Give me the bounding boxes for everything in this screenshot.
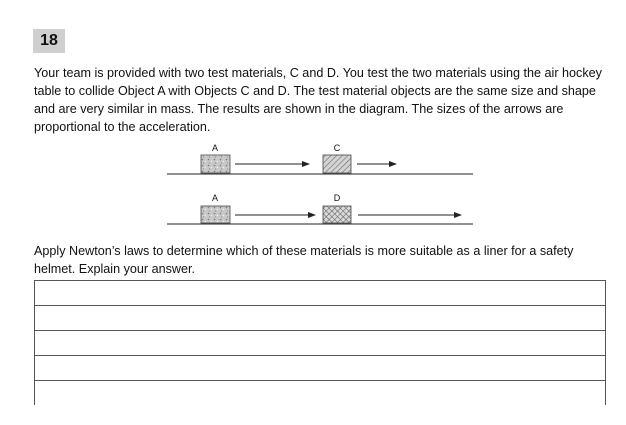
answer-line[interactable] — [35, 381, 605, 406]
collision-diagram — [165, 140, 475, 230]
object-c-label: C — [333, 143, 341, 153]
question-intro: Your team is provided with two test materials, C and D. You test the two materials using the air hockey table to collide Object A with Objects C and D. The test material objects are the same size and shape and are very similar in mass. The results are shown in the diagram. The sizes of the arrows are proportional to the acceleration. — [34, 66, 602, 134]
object-a-label: A — [211, 193, 219, 203]
object-d-block — [323, 206, 351, 223]
answer-line[interactable] — [35, 356, 605, 381]
answer-box[interactable] — [34, 280, 606, 405]
object-a-block — [201, 206, 230, 223]
object-c-block — [323, 155, 351, 173]
answer-line[interactable] — [35, 331, 605, 356]
object-d-label: D — [333, 193, 341, 203]
object-a-label: A — [211, 143, 219, 153]
question-number: 18 — [33, 29, 65, 53]
collision-row-c — [167, 143, 473, 174]
object-a-block — [201, 155, 230, 173]
question-prompt: Apply Newton’s laws to determine which of these materials is more suitable as a liner for a safety helmet. Explain your answer. — [34, 244, 574, 276]
collision-row-d — [167, 193, 473, 224]
answer-line[interactable] — [35, 306, 605, 331]
answer-line[interactable] — [35, 281, 605, 306]
